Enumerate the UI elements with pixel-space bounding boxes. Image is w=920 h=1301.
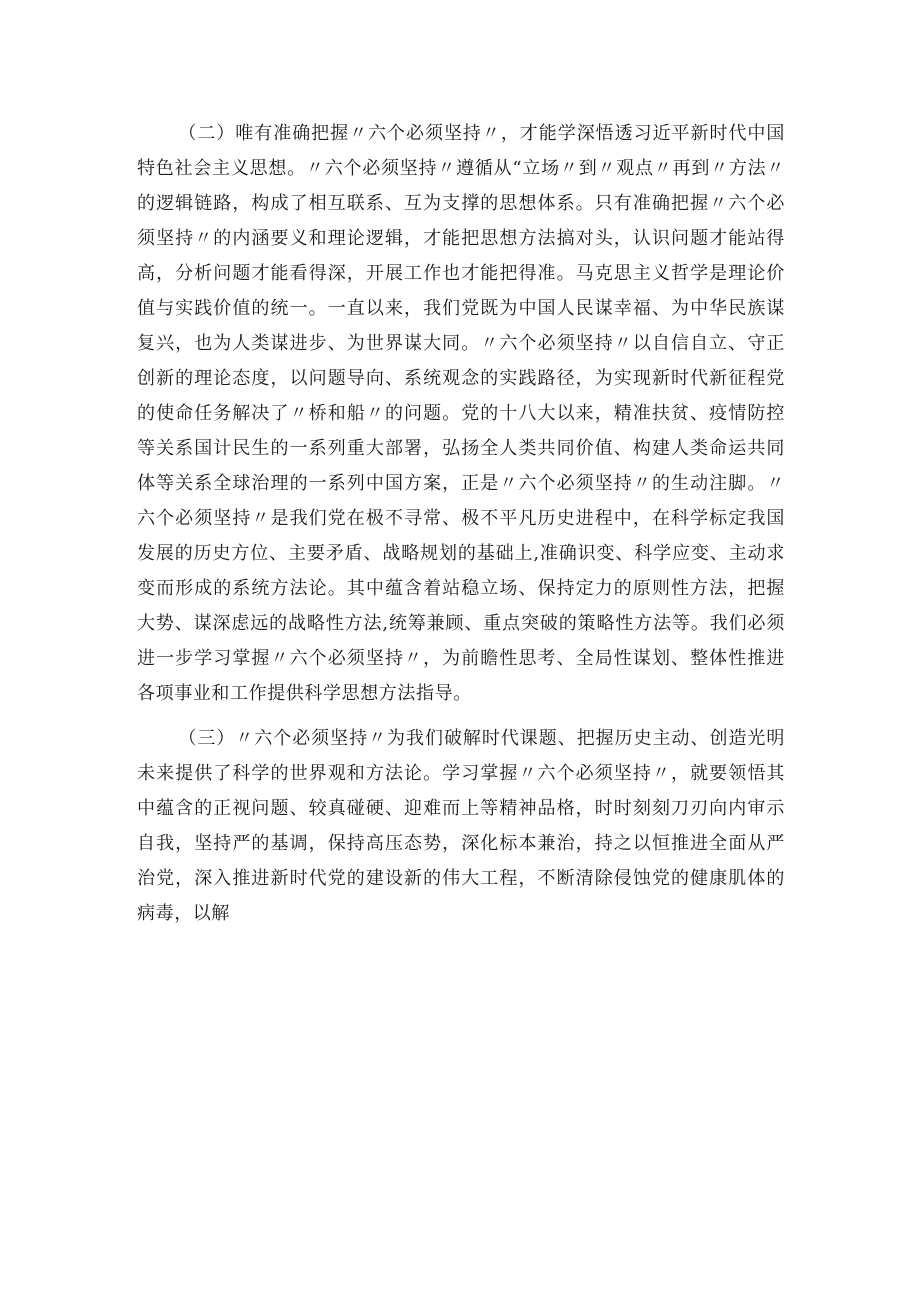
document-body: [137, 116, 785, 931]
paragraph-three: （三）〃六个必须坚持〃为我们破解时代课题、把握历史主动、创造光明未来提供了科学的世界观和方法论。学习掌握〃六个必须坚持〃，就要领悟其中蕴含的正视问题、较真碰硬、迎难而上等精神品格，时时刻刻刀刃向内审示自我，坚持严的基调，保持高压态势，深化标本兼治，持之以恒推进全面从严治党，深入推进新时代党的建设新的伟大工程，不断清除侵蚀党的健康肌体的病毒，以解: [137, 728, 785, 924]
paragraph-two: （二）唯有准确把握〃六个必须坚持〃，才能学深悟透习近平新时代中国特色社会主义思想。〃六个必须坚持〃遵循从“立场〃到〃观点〃再到〃方法〃的逻辑链路，构成了相互联系、互为支撑的思想体系。只有准确把握〃六个必须坚持〃的内涵要义和理论逻辑，才能把思想方法搞对头，认识问题才能站得高，分析问题才能看得深，开展工作也才能把得准。马克思主义哲学是理论价值与实践价值的统一。一直以来，我们党既为中国人民谋幸福、为中华民族谋复兴，也为人类谋进步、为世界谋大同。〃六个必须坚持〃以自信自立、守正创新的理论态度，以问题导向、系统观念的实践路径，为实现新时代新征程党的使命任务解决了〃桥和船〃的问题。党的十八大以来，精准扶贫、疫情防控等关系国计民生的一系列重大部署，弘扬全人类共同价值、构建人类命运共同体等关系全球治理的一系列中国方案，正是〃六个必须坚持〃的生动注脚。〃六个必须坚持〃是我们党在极不寻常、极不平凡历史进程中，在科学标定我国发展的历史方位、主要矛盾、战略规划的基础上,准确识变、科学应变、主动求变而形成的系统方法论。其中蕴含着站稳立场、保持定力的原则性方法，把握大势、谋深虑远的战略性方法,统筹兼顾、重点突破的策略性方法等。我们必须进一步学习掌握〃六个必须坚持〃，为前瞻性思考、全局性谋划、整体性推进各项事业和工作提供科学思想方法指导。: [137, 123, 785, 704]
